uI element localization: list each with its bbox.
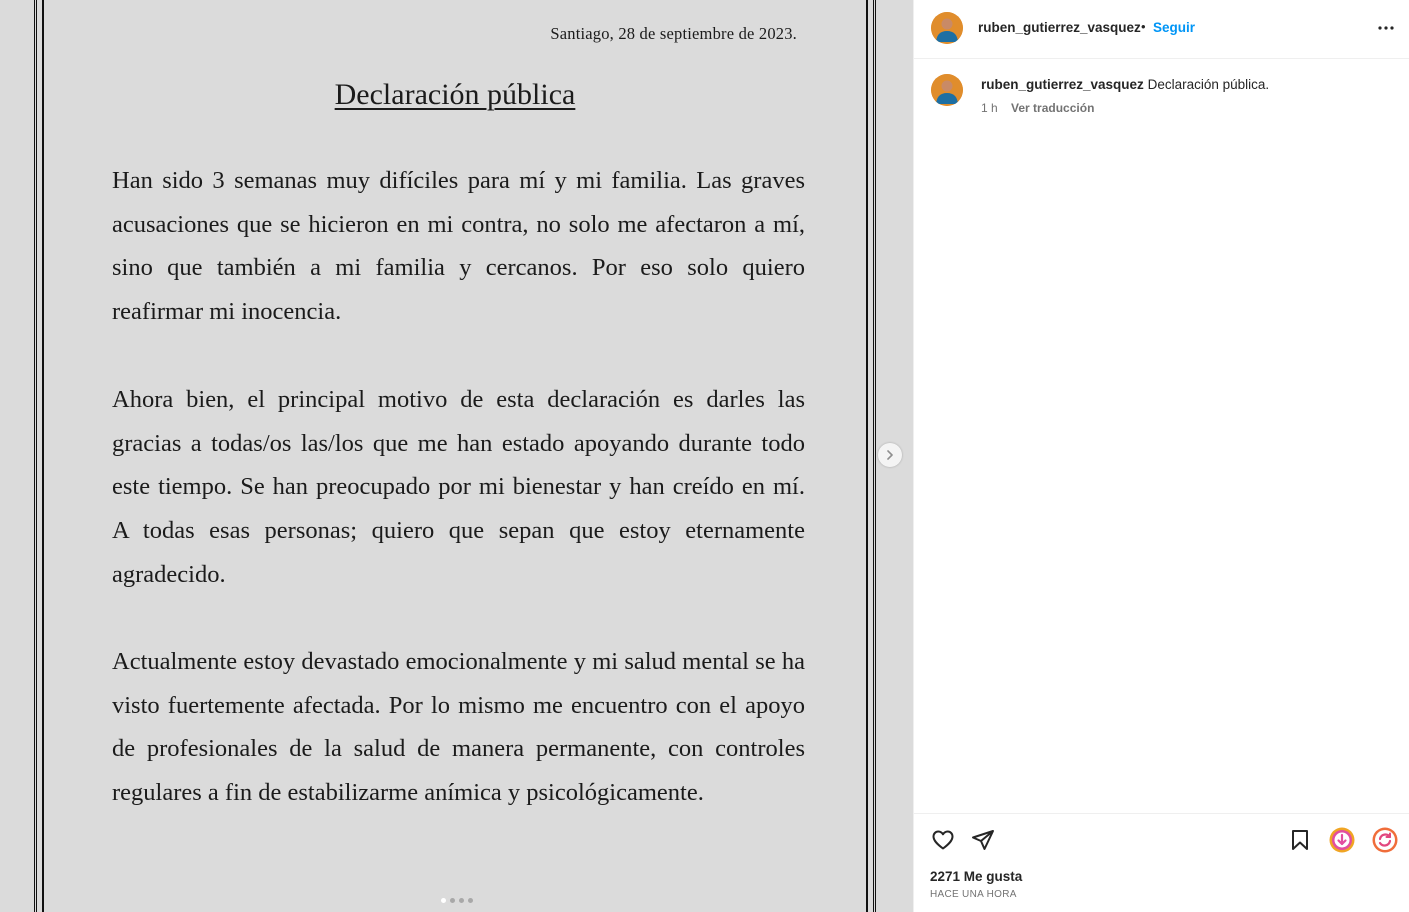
more-options-button[interactable] [1374,16,1398,40]
carousel-dot [441,898,446,903]
post-header [914,0,1409,59]
avatar-person-icon [931,12,963,44]
heart-icon [931,828,955,852]
bookmark-icon [1289,828,1311,852]
avatar[interactable] [931,74,963,106]
post-caption [981,77,1269,92]
see-translation-link[interactable]: Ver traducción [1011,101,1095,115]
caption-time: 1 h [981,101,998,115]
post-timestamp: HACE UNA HORA [930,889,1017,900]
header-separator: • [1141,19,1146,34]
carousel-dot [450,898,455,903]
download-extension-icon [1328,826,1356,854]
caption-text: Declaración pública. [1147,77,1270,92]
download-extension-button[interactable] [1328,826,1356,854]
letter-date: Santiago, 28 de septiembre de 2023. [550,24,797,43]
letter-title: Declaración pública [334,78,576,111]
caption-meta [981,101,1094,115]
letter-paragraph-2: Ahora bien, el principal motivo de esta declaración es darles las gracias a todas/os las/los que me han estado apoyando durante todo este tiempo. Se han preocupado por mi bienestar y han creído en mí. A todas esas personas; quiero que sepan que estoy eternamente agradecido. [112,386,805,588]
post-author-username[interactable]: ruben_gutierrez_vasquez [978,20,1141,35]
avatar-person-icon [931,74,963,106]
avatar[interactable] [931,12,963,44]
chevron-right-icon [884,449,896,461]
save-button[interactable] [1286,826,1314,854]
share-button[interactable] [969,826,997,854]
repost-extension-button[interactable] [1371,826,1399,854]
post-actions-divider [914,813,1409,814]
follow-button[interactable]: Seguir [1153,20,1196,35]
letter-document-border [42,0,868,912]
refresh-extension-icon [1371,826,1399,854]
carousel-dot [468,898,473,903]
carousel-dot [459,898,464,903]
like-button[interactable] [929,826,957,854]
caption-username[interactable]: ruben_gutierrez_vasquez [981,77,1144,92]
letter-document [34,0,876,912]
post-side-panel [913,0,1409,912]
carousel-indicator [0,890,913,908]
letter-paragraph-1: Han sido 3 semanas muy difíciles para mí y mi familia. Las graves acusaciones que se hicieron en mi contra, no solo me afectaron a mí, sino que también a mi familia y cercanos. Por eso solo quiero reafirmar mi inocencia. [112,167,805,326]
carousel-next-button[interactable] [878,443,902,467]
send-icon [971,828,995,852]
more-horizontal-icon [1377,25,1395,31]
letter-paragraph-3: Actualmente estoy devastado emocionalmente y mi salud mental se ha visto fuertemente afectada. Por lo mismo me encuentro con el apoyo de profesionales de la salud de manera permanente, con controles regulares a fin de estabilizarme anímica y psicológicamente. [112,648,805,807]
likes-count[interactable]: 2271 Me gusta [930,869,1023,884]
